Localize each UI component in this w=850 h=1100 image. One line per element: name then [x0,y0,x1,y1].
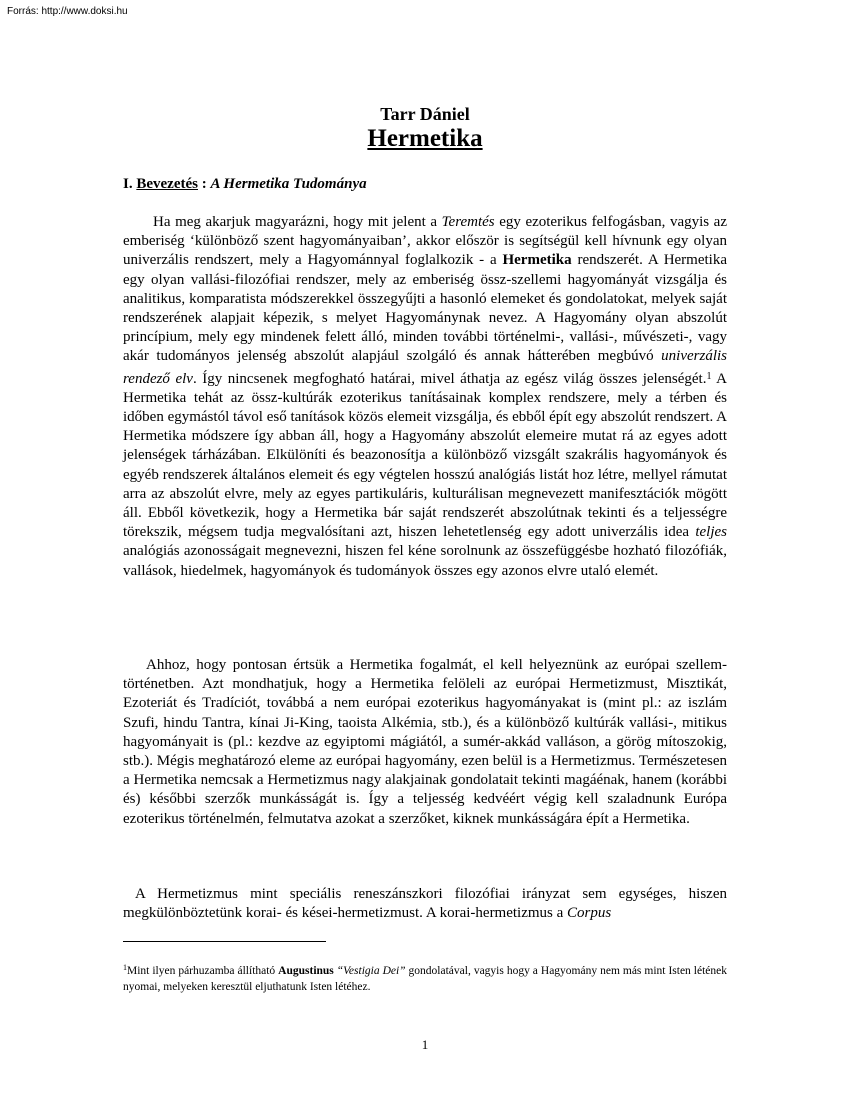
footnote-reference[interactable]: 1 [706,370,712,382]
bold-run: Augustinus [278,965,334,977]
italic-run: Corpus [567,905,612,922]
section-separator: : [201,176,207,192]
italic-run: “Vestigia Dei” [336,965,406,977]
text-run: Ha meg akarjuk magyarázni, hogy mit jelent a [153,214,442,230]
text-run: A Hermetizmus mint speciális reneszánszkori filozófiai irányzat sem egységes, hiszen megkülönböztetünk korai- és kései-hermetizmust. A korai-hermetizmus a [123,886,727,922]
document-title: Hermetika [367,125,483,152]
footnote-divider [123,941,326,942]
section-subtitle: A Hermetika Tudománya [210,176,367,192]
paragraph-1 [123,213,727,581]
section-label: Bevezetés [136,176,198,192]
author-name: Tarr Dániel [380,104,470,124]
paragraph-3 [123,885,727,923]
bold-run: Hermetika [502,252,572,269]
paragraph-2: Ahhoz, hogy pontosan értsük a Hermetika fogalmát, el kell helyeznünk az európai szellem-történetben. Azt mondhatjuk, hogy a Hermetika felöleli az európai Hermetizmust, Misztikát, Ezoteriát és Tradíciót, továbbá a nem európai ezoterikus hagyományakat is (mint pl.: az iszlám Szufi, hindu Tantra, kínai Ji-King, taoista Alkémia, stb.), és a különböző kultúrák vallási-, mitikus hagyományait is (pl.: kezdve az egyiptomi mágiától, a sumér-akkád valláson, a görög mítoszokig, stb.). Mégis meghatározó eleme az európai hagyomány, ezen belül is a Hermetizmus. Természetesen a Hermetika nemcsak a Hermetizmus nagy alakjainak gondolatait tekinti magáénak, hanem (korábbi és) későbbi szerzők munkásságát is. Így a teljesség kedvéért végig kell szaladnunk Európa ezoterikus történelmén, felmutatva azokat a szerzőket, kiknek munkásságára épít a Hermetika. [123,657,727,827]
section-number: I. [123,176,133,192]
text-run: A Hermetika tehát az össz-kultúrák ezoterikus tanításainak komplex rendszere, mely a térben és időben egymástól távol eső tanítások közös elemeit vizsgálja, és ebből épít egy abszolút rendszert. A Hermetika módszere így abban áll, hogy a Hagyomány abszolút elemeire mutat rá az egyes adott jelenségek tárházában. Elkülöníti és beazonosítja a különböző vizsgált szakrális hagyományok és egyéb rendszerek általános elemeit és egy végtelen hosszú analógiás listát hoz létre, mellyel rámutat arra az abszolút elvre, mely az egyes partikuláris, kulturálisan megnevezett manifesztációk mögött áll. Ebből következik, hogy a Hermetika bár saját rendszerét abszolútnak tekinti és a teljességre törekszik, mégsem tudja megvalósítani azt, hiszen lehetetlenség egy adott univerzális idea [123,370,728,541]
source-url: Forrás: http://www.doksi.hu [7,6,128,17]
page-number: 1 [421,1037,429,1052]
text-run: rendszerét. A Hermetika egy olyan vallási-filozófiai rendszer, mely az emberiség össz-szellemi hagyományát vizsgálja és analitikus, komparatista módszerekkel összegyűjti a hasonló elemeket és gondolatokat, melyek saját rendszerének alapjait képezik, s melyet Hagyománynak nevez. A Hagyomány olyan abszolút princípium, mely egy mindenek felett álló, minden további történelmi-, vallási-, művészeti-, vagy akár tudományos jelenség abszolút alapjául szolgáló és annak hátterében megbúvó [123,252,727,365]
text-run: . Így nincsenek megfogható határai, mivel áthatja az egész világ összes jelenségét. [192,370,707,387]
text-run: Mint ilyen párhuzamba állítható [127,965,279,977]
footnote-number: 1 [123,963,127,972]
section-heading [123,176,367,193]
italic-run: teljes [695,524,727,541]
text-run: egy ezoterikus felfogásban, vagyis az emberiség ‘különböző szent hagyományaiban’, akkor először is segítségül kell hívnunk egy olyan univerzális rendszert, mely a Hagyománnyal foglalkozik - a [123,214,728,269]
italic-run: univerzális rendező elv [123,348,727,387]
italic-run: Teremtés [441,214,495,230]
text-run: analógiás azonosságait megnevezni, hiszen fel kéne sorolnunk az összefüggésbe hozható filozófiák, vallások, hiedelmek, hagyományok és tudományok összes egy azonos elvre utaló elemét. [123,543,727,579]
text-run: gondolatával, vagyis hogy a Hagyomány nem más mint Isten létének nyomai, melyeken keresztül eljuthatunk Isten létéhez. [123,965,727,993]
footnote [123,960,727,995]
